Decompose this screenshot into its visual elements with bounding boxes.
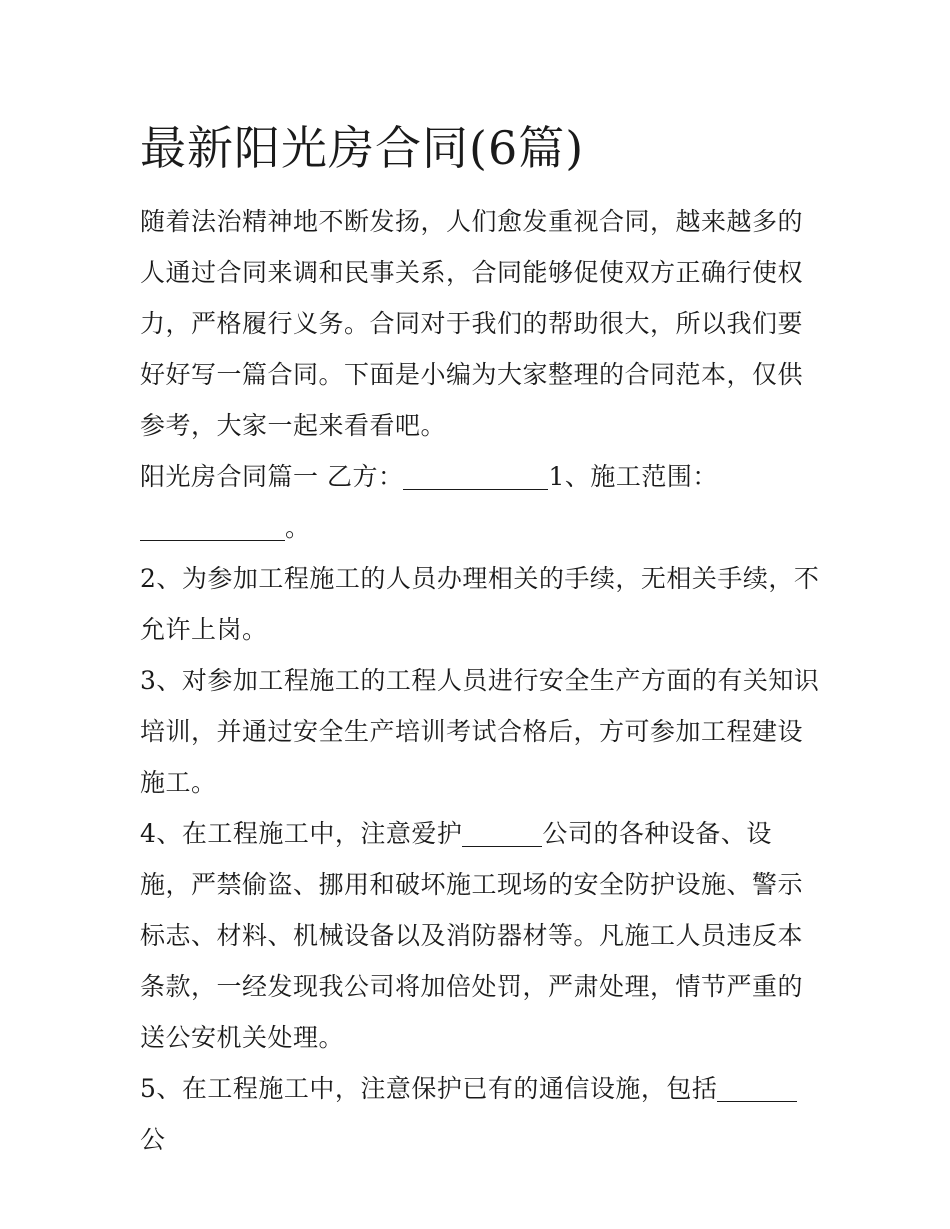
item-4-after-blank: 公司的各种设备、设施，严禁偷盗、挪用和破坏施工现场的安全防护设施、警示标志、材料、机械设备以及消防器材等。凡施工人员违反本条款，一经发现我公司将加倍处罚，严肃处理，情节严重的送公安机关处理。 [140,819,804,1052]
item-5-after-blank: 公 [140,1125,166,1154]
intro-paragraph: 随着法治精神地不断发扬，人们愈发重视合同，越来越多的人通过合同来调和民事关系，合同能够促使双方正确行使权力，严格履行义务。合同对于我们的帮助很大，所以我们要好好写一篇合同。下面是小编为大家整理的合同范本，仅供参考，大家一起来看看吧。 [140,207,804,440]
item-4-paragraph [140,808,820,1063]
item-5-paragraph [140,1063,820,1165]
section1-scope-label: 1、施工范围： [548,462,718,491]
company-blank [462,818,542,847]
section1-paragraph [140,451,820,553]
document-body [140,112,820,1165]
scope-blank [140,512,285,541]
party-b-blank [403,461,548,490]
section1-lead: 阳光房合同篇一 乙方： [140,462,404,491]
item-4-before-blank: 4、在工程施工中，注意爱护 [140,819,463,848]
document-title: 最新阳光房合同(6篇) [140,121,585,175]
item-3-paragraph: 3、对参加工程施工的工程人员进行安全生产方面的有关知识培训，并通过安全生产培训考试合格后，方可参加工程建设施工。 [140,666,820,797]
item-2-paragraph: 2、为参加工程施工的人员办理相关的手续，无相关手续，不允许上岗。 [140,564,820,644]
company-blank-2 [717,1073,797,1102]
section1-end: 。 [285,513,311,542]
item-5-before-blank: 5、在工程施工中，注意保护已有的通信设施，包括 [140,1074,718,1103]
